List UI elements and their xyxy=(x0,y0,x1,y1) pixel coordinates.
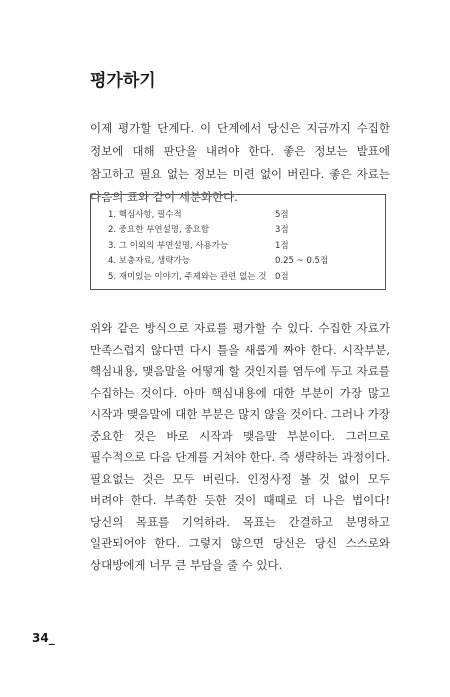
body-paragraph: 위와 같은 방식으로 자료를 평가할 수 있다. 수집한 자료가 만족스럽지 않다면 다시 틀을 새롭게 짜야 한다. 시작부분, 핵심내용, 맺음말을 어떻게 할 것인지를 염두에 두고 자료를 수집하는 것이다. 아마 핵심내용에 대한 부분이 가장 많고 시작과 맺음말에 대한 부분은 많지 않을 것이다. 그러나 가장 중요한 것은 바로 시작과 맺음말 부분이다. 그러므로 필수적으로 다음 단계를 거쳐야 한다. 즉 생략하는 과정이다. 필요없는 것은 모두 버린다. 인정사정 볼 것 없이 모두 버려야 한다. 부족한 듯한 것이 때때로 더 나은 법이다! 당신의 목표를 기억하라. 목표는 간결하고 분명하고 일관되어야 한다. 그렇지 않으면 당신은 당신 스스로와 상대방에게 너무 큰 부담을 줄 수 있다. xyxy=(90,321,390,572)
score-value: 3점 xyxy=(275,225,289,236)
score-value: 1점 xyxy=(275,240,289,251)
score-item: 5. 재미있는 이야기, 주제와는 관련 없는 것 xyxy=(108,271,267,282)
score-row xyxy=(91,237,385,253)
score-value: 5점 xyxy=(275,209,289,220)
score-row xyxy=(91,222,385,238)
score-row xyxy=(91,206,385,222)
score-item: 4. 보충자료, 생략가능 xyxy=(108,256,190,267)
score-table xyxy=(90,194,386,290)
score-row xyxy=(91,253,385,269)
section-title: 평가하기 xyxy=(90,71,156,91)
score-value: 0점 xyxy=(275,271,289,282)
score-item: 1. 핵심사항, 필수적 xyxy=(108,209,182,220)
score-item: 2. 중요한 부연설명, 중요함 xyxy=(108,225,210,236)
score-value: 0.25 ~ 0.5점 xyxy=(275,256,329,267)
score-item: 3. 그 이외의 부연설명, 사용가능 xyxy=(108,240,229,251)
intro-paragraph: 이제 평가할 단계다. 이 단계에서 당신은 지금까지 수집한 정보에 대해 판단을 내려야 한다. 좋은 정보는 발표에 참고하고 필요 없는 정보는 미련 없이 버린다. 좋은 자료는 다음의 표와 같이 세분화한다. xyxy=(90,121,390,204)
score-row xyxy=(91,268,385,284)
page-number: 34_ xyxy=(32,631,55,645)
